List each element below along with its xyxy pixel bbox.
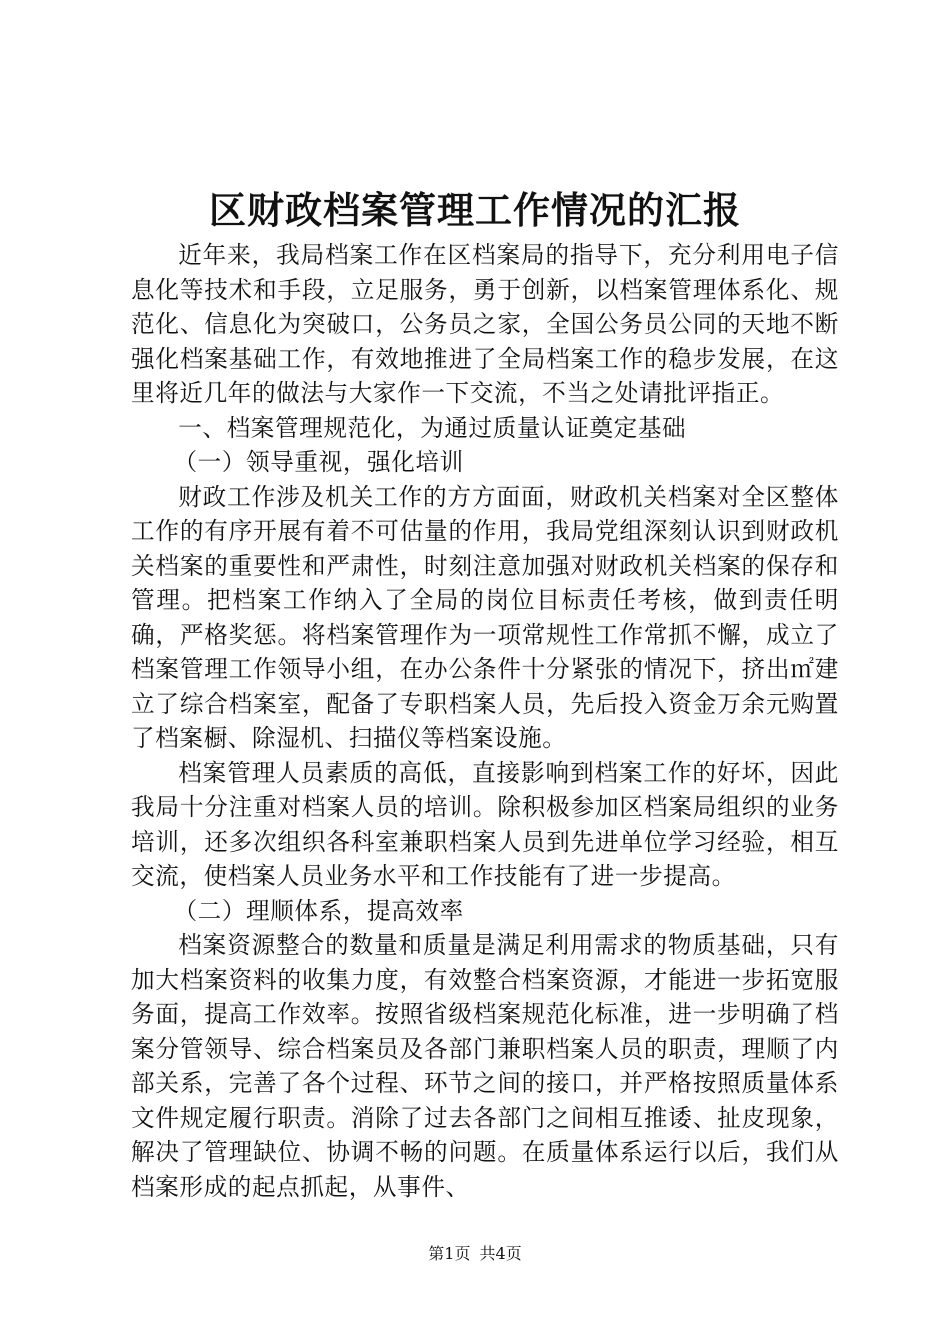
page-footer [0,1244,950,1264]
document-body [131,238,839,1204]
page-number: 第1页 [428,1244,471,1263]
paragraph-system: 档案资源整合的数量和质量是满足利用需求的物质基础，只有加大档案资料的收集力度，有效整合档案资源，才能进一步拓宽服务面，提高工作效率。按照省级档案规范化标准，进一步明确了档案分管领导、综合档案员及各部门兼职档案人员的职责，理顺了内部关系，完善了各个过程、环节之间的接口，并严格按照质量体系文件规定履行职责。消除了过去各部门之间相互推诿、扯皮现象，解决了管理缺位、协调不畅的问题。在质量体系运行以后，我们从档案形成的起点抓起，从事件、 [131,931,839,1201]
paragraph-training: 档案管理人员素质的高低，直接影响到档案工作的好坏，因此我局十分注重对档案人员的培训。除积极参加区档案局组织的业务培训，还多次组织各科室兼职档案人员到先进单位学习经验，相互交流，使档案人员业务水平和工作技能有了进一步提高。 [131,758,839,890]
document-title: 区财政档案管理工作情况的汇报 [209,188,741,232]
section-heading-1: 一、档案管理规范化，为通过质量认证奠定基础 [178,413,687,442]
paragraph-intro: 近年来，我局档案工作在区档案局的指导下，充分利用电子信息化等技术和手段，立足服务，勇于创新，以档案管理体系化、规范化、信息化为突破口，公务员之家，全国公务员公同的天地不断强化档案基础工作，有效地推进了全局档案工作的稳步发展，在这里将近几年的做法与大家作一下交流，不当之处请批评指正。 [131,241,839,407]
subsection-heading-1: （一）领导重视，强化培训 [173,448,464,476]
page-total: 共4页 [479,1244,522,1263]
paragraph-leadership: 财政工作涉及机关工作的方方面面，财政机关档案对全区整体工作的有序开展有着不可估量的作用，我局党组深刻认识到财政机关档案的重要性和严肃性，时刻注意加强对财政机关档案的保存和管理。把档案工作纳入了全局的岗位目标责任考核，做到责任明确，严格奖惩。将档案管理作为一项常规性工作常抓不懈，成立了档案管理工作领导小组，在办公条件十分紧张的情况下，挤出㎡建立了综合档案室，配备了专职档案人员，先后投入资金万余元购置了档案橱、除湿机、扫描仪等档案设施。 [131,482,839,752]
subsection-heading-2: （二）理顺体系，提高效率 [173,896,464,925]
